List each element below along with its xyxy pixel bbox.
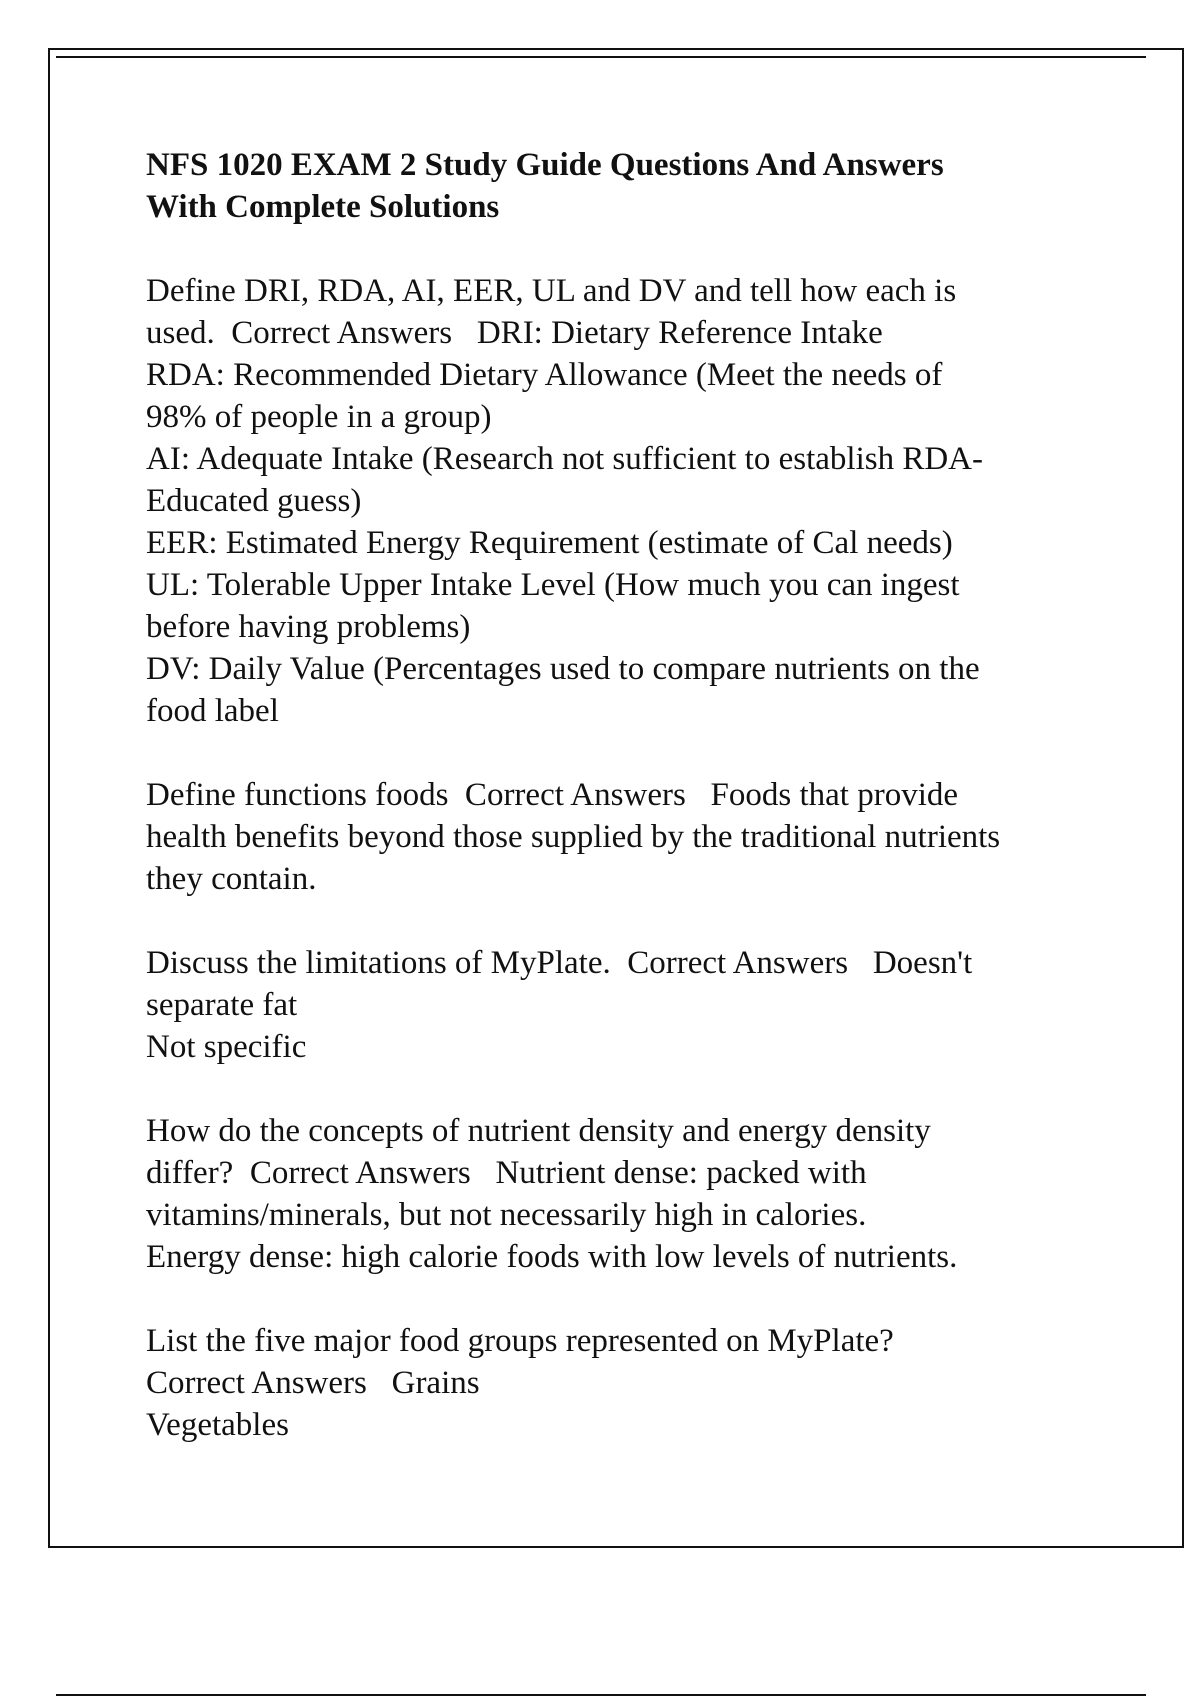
qa-line: they contain. <box>146 861 317 897</box>
qa-block-myplate-limitations <box>146 942 1106 1068</box>
qa-line: vitamins/minerals, but not necessarily high in calories. <box>146 1197 867 1233</box>
qa-line: Discuss the limitations of MyPlate. Correct Answers Doesn't <box>146 945 973 981</box>
qa-block-functional-foods <box>146 774 1106 900</box>
qa-line: Not specific <box>146 1029 307 1065</box>
title-line: With Complete Solutions <box>146 189 500 225</box>
qa-line: UL: Tolerable Upper Intake Level (How much you can ingest <box>146 567 960 603</box>
header-rule <box>56 56 1146 58</box>
qa-line: 98% of people in a group) <box>146 399 492 435</box>
qa-line: Define DRI, RDA, AI, EER, UL and DV and tell how each is <box>146 273 957 309</box>
qa-line: before having problems) <box>146 609 471 645</box>
footer-rule <box>56 1694 1146 1696</box>
title-line: NFS 1020 EXAM 2 Study Guide Questions And Answers <box>146 147 944 183</box>
qa-line: separate fat <box>146 987 298 1023</box>
qa-line: Energy dense: high calorie foods with low levels of nutrients. <box>146 1239 958 1275</box>
qa-line: EER: Estimated Energy Requirement (estimate of Cal needs) <box>146 525 953 561</box>
qa-line: Correct Answers Grains <box>146 1365 480 1401</box>
qa-block-density-concepts <box>146 1110 1106 1278</box>
qa-line: How do the concepts of nutrient density and energy density <box>146 1113 931 1149</box>
qa-line: differ? Correct Answers Nutrient dense: packed with <box>146 1155 867 1191</box>
document-title <box>146 144 1106 228</box>
qa-line: DV: Daily Value (Percentages used to compare nutrients on the <box>146 651 980 687</box>
qa-line: used. Correct Answers DRI: Dietary Reference Intake <box>146 315 883 351</box>
qa-block-food-groups <box>146 1320 1106 1446</box>
qa-line: Educated guess) <box>146 483 362 519</box>
qa-line: food label <box>146 693 279 729</box>
qa-line: RDA: Recommended Dietary Allowance (Meet the needs of <box>146 357 943 393</box>
qa-line: AI: Adequate Intake (Research not sufficient to establish RDA- <box>146 441 983 477</box>
qa-line: Vegetables <box>146 1407 289 1443</box>
qa-line: health benefits beyond those supplied by the traditional nutrients <box>146 819 1001 855</box>
qa-line: List the five major food groups represented on MyPlate? <box>146 1323 894 1359</box>
document-body <box>146 144 1106 1488</box>
qa-line: Define functions foods Correct Answers Foods that provide <box>146 777 959 813</box>
qa-block-dri-definitions <box>146 270 1106 732</box>
